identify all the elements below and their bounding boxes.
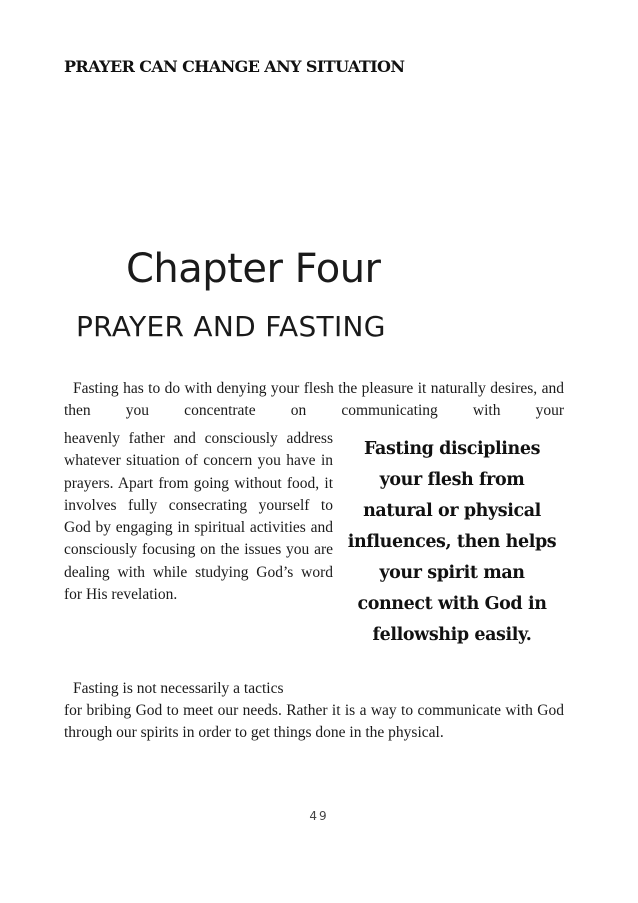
pull-quote: Fasting disciplines your flesh from natural or physical influences, then helps your spirit man connect with God in fellowship easily. <box>347 439 557 645</box>
paragraph-2-continuation: for bribing God to meet our needs. Rather it is a way to communicate with God through our spirits in order to get things done in the physical. <box>64 702 564 742</box>
page-number: 49 <box>309 809 329 823</box>
running-header: PRAYER CAN CHANGE ANY SITUATION <box>64 57 405 76</box>
chapter-title: PRAYER AND FASTING <box>76 310 386 343</box>
paragraph-1-opening: Fasting has to do with denying your flesh the pleasure it naturally desires, and then you concentrate on communicating with your <box>64 380 564 420</box>
chapter-number: Chapter Four <box>126 246 381 292</box>
paragraph-2-opening: Fasting is not necessarily a tactics <box>73 680 284 697</box>
paragraph-1-column: heavenly father and consciously address whatever situation of concern you have in prayers. Apart from going without food, it involves fully consecrating yourself to God by engaging in spiritual activities and consciously focusing on the issues you are dealing with while studying God’s word for His revelation. <box>64 430 333 604</box>
